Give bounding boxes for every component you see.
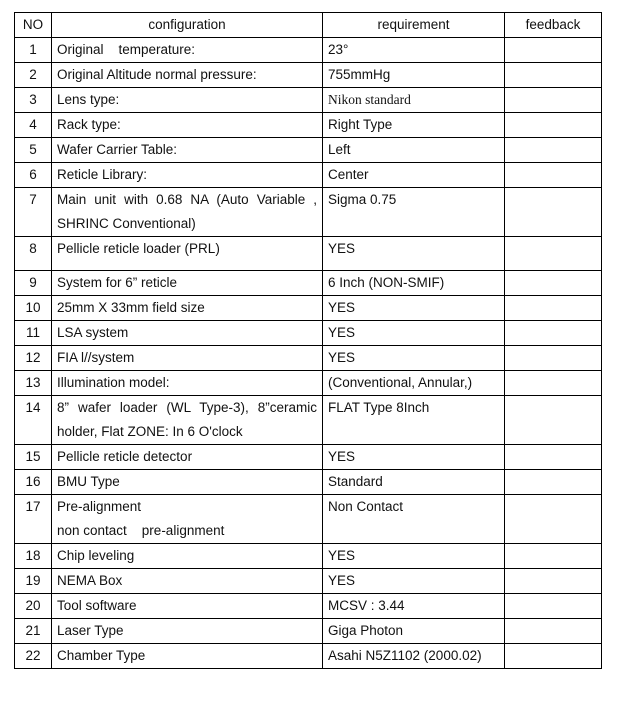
feedback-cell	[505, 346, 602, 371]
requirement-cell: Center	[323, 163, 505, 188]
requirement-cell: YES	[323, 569, 505, 594]
table-row	[15, 371, 602, 396]
row-number: 10	[15, 296, 52, 321]
configuration-cell	[52, 495, 323, 544]
feedback-cell	[505, 271, 602, 296]
configuration-cell: Lens type:	[52, 88, 323, 113]
feedback-cell	[505, 644, 602, 669]
row-number: 9	[15, 271, 52, 296]
configuration-cell	[52, 38, 323, 63]
table-row	[15, 38, 602, 63]
configuration-cell: 25mm X 33mm field size	[52, 296, 323, 321]
configuration-line: Pre-alignment	[57, 499, 142, 514]
requirement-cell: Sigma 0.75	[323, 188, 505, 237]
requirement-cell: 755mmHg	[323, 63, 505, 88]
feedback-cell	[505, 470, 602, 495]
feedback-cell	[505, 321, 602, 346]
requirement-cell: YES	[323, 296, 505, 321]
feedback-cell	[505, 371, 602, 396]
table-row	[15, 113, 602, 138]
configuration-cell: Tool software	[52, 594, 323, 619]
table-row	[15, 569, 602, 594]
configuration-cell: Chip leveling	[52, 544, 323, 569]
configuration-cell: Reticle Library:	[52, 163, 323, 188]
row-number: 21	[15, 619, 52, 644]
table-row	[15, 88, 602, 113]
configuration-cell: Illumination model:	[52, 371, 323, 396]
requirement-cell: (Conventional, Annular,)	[323, 371, 505, 396]
requirement-cell: Left	[323, 138, 505, 163]
row-number: 7	[15, 188, 52, 237]
requirement-cell: Giga Photon	[323, 619, 505, 644]
row-number: 22	[15, 644, 52, 669]
requirement-cell: Asahi N5Z1102 (2000.02)	[323, 644, 505, 669]
feedback-cell	[505, 63, 602, 88]
table-row	[15, 544, 602, 569]
configuration-line: non contact pre-alignment	[57, 523, 225, 538]
table-row	[15, 271, 602, 296]
configuration-cell: Pellicle reticle detector	[52, 445, 323, 470]
feedback-cell	[505, 296, 602, 321]
table-row	[15, 495, 602, 544]
requirement-cell: 23°	[323, 38, 505, 63]
feedback-cell	[505, 619, 602, 644]
requirement-cell: YES	[323, 237, 505, 271]
feedback-cell	[505, 594, 602, 619]
table-row	[15, 163, 602, 188]
feedback-cell	[505, 445, 602, 470]
header-requirement: requirement	[323, 13, 505, 38]
configuration-cell: Main unit with 0.68 NA (Auto Variable , SHRINC Conventional)	[52, 188, 323, 237]
requirement-cell: FLAT Type 8Inch	[323, 396, 505, 445]
configuration-table	[14, 12, 602, 669]
configuration-cell: Wafer Carrier Table:	[52, 138, 323, 163]
feedback-cell	[505, 495, 602, 544]
header-configuration: configuration	[52, 13, 323, 38]
feedback-cell	[505, 163, 602, 188]
row-number: 11	[15, 321, 52, 346]
configuration-cell: NEMA Box	[52, 569, 323, 594]
feedback-cell	[505, 569, 602, 594]
configuration-cell: 8” wafer loader (WL Type-3), 8”ceramic holder, Flat ZONE: In 6 O'clock	[52, 396, 323, 445]
row-number: 8	[15, 237, 52, 271]
requirement-cell: YES	[323, 544, 505, 569]
row-number: 1	[15, 38, 52, 63]
row-number: 12	[15, 346, 52, 371]
feedback-cell	[505, 88, 602, 113]
feedback-cell	[505, 396, 602, 445]
row-number: 6	[15, 163, 52, 188]
configuration-cell: Original Altitude normal pressure:	[52, 63, 323, 88]
configuration-text: Original temperature:	[57, 42, 196, 57]
row-number: 14	[15, 396, 52, 445]
requirement-cell: YES	[323, 346, 505, 371]
requirement-cell: 6 Inch (NON-SMIF)	[323, 271, 505, 296]
row-number: 17	[15, 495, 52, 544]
row-number: 5	[15, 138, 52, 163]
table-row	[15, 296, 602, 321]
requirement-cell: Standard	[323, 470, 505, 495]
configuration-cell: BMU Type	[52, 470, 323, 495]
row-number: 13	[15, 371, 52, 396]
requirement-cell: Nikon standard	[323, 88, 505, 113]
header-row	[15, 13, 602, 38]
row-number: 2	[15, 63, 52, 88]
requirement-cell: YES	[323, 445, 505, 470]
feedback-cell	[505, 188, 602, 237]
configuration-cell: System for 6” reticle	[52, 271, 323, 296]
table-row	[15, 138, 602, 163]
configuration-cell: Chamber Type	[52, 644, 323, 669]
row-number: 3	[15, 88, 52, 113]
header-feedback: feedback	[505, 13, 602, 38]
configuration-cell: Laser Type	[52, 619, 323, 644]
feedback-cell	[505, 38, 602, 63]
configuration-cell: Rack type:	[52, 113, 323, 138]
table-row	[15, 396, 602, 445]
header-no: NO	[15, 13, 52, 38]
table-row	[15, 644, 602, 669]
row-number: 15	[15, 445, 52, 470]
requirement-cell: YES	[323, 321, 505, 346]
row-number: 4	[15, 113, 52, 138]
feedback-cell	[505, 138, 602, 163]
table-row	[15, 594, 602, 619]
requirement-cell: Right Type	[323, 113, 505, 138]
table-row	[15, 188, 602, 237]
feedback-cell	[505, 113, 602, 138]
configuration-cell: LSA system	[52, 321, 323, 346]
row-number: 16	[15, 470, 52, 495]
table-row	[15, 445, 602, 470]
configuration-cell: Pellicle reticle loader (PRL)	[52, 237, 323, 271]
table-row	[15, 63, 602, 88]
table-row	[15, 237, 602, 271]
configuration-cell: FIA l//system	[52, 346, 323, 371]
row-number: 20	[15, 594, 52, 619]
table-row	[15, 470, 602, 495]
feedback-cell	[505, 237, 602, 271]
row-number: 19	[15, 569, 52, 594]
row-number: 18	[15, 544, 52, 569]
requirement-cell: MCSV : 3.44	[323, 594, 505, 619]
table-row	[15, 619, 602, 644]
requirement-cell: Non Contact	[323, 495, 505, 544]
feedback-cell	[505, 544, 602, 569]
table-row	[15, 321, 602, 346]
table-row	[15, 346, 602, 371]
